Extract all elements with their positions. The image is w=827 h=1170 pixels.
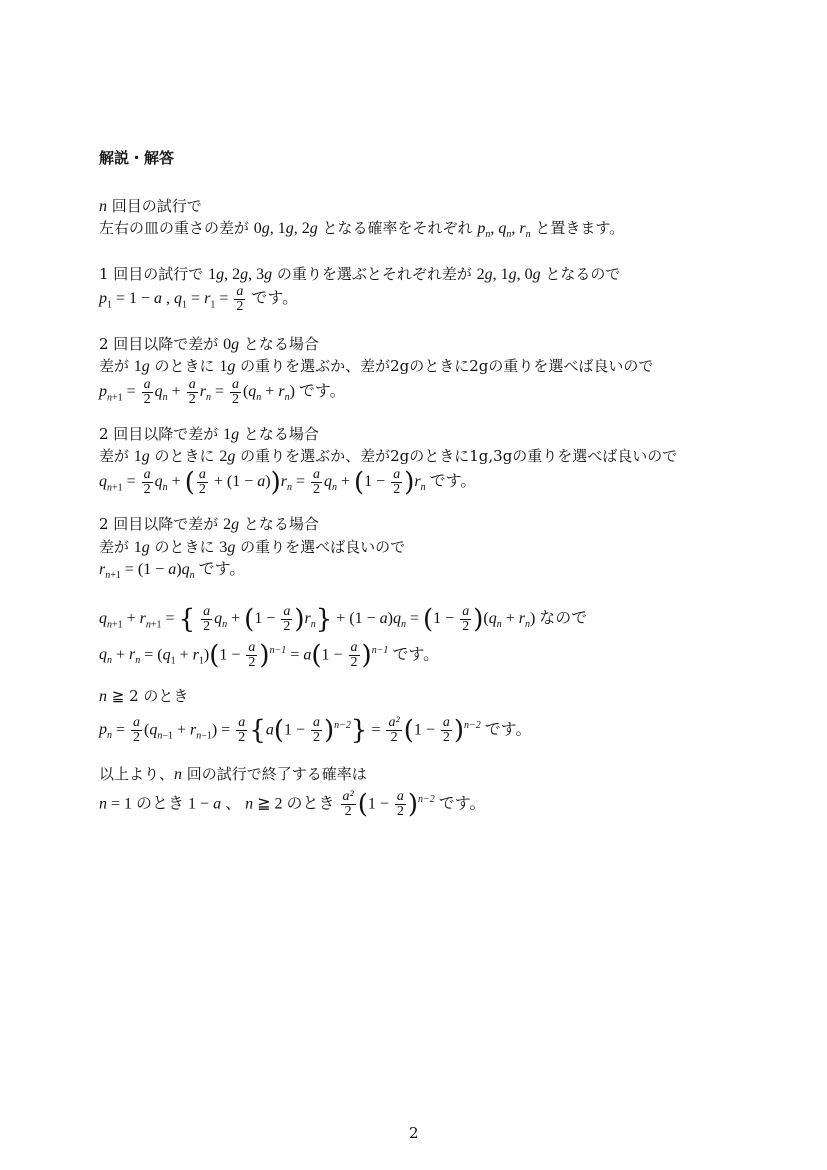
page-number: 2 (409, 1124, 419, 1142)
case1-desc: 差が 1g のときに 2g の重りを選ぶか、差が2gのときに1g,3gの重りを選べば良いので (99, 447, 678, 465)
first-trial-equation: $p_1 = 1 - a$ , $q_1 = r_1$ = $\frac{a}{2}$ です。 (99, 284, 299, 314)
case0-equation: $p_{n+1}$ = $\frac{a}{2}$ $q_n$ + $\frac{a}{2}$ $r_n$ = $\frac{a}{2}$ $(q_n + r_n)$ です。 (99, 377, 346, 407)
intro-line-2: 左右の皿の重さの差が 0g, 1g, 2g となる確率をそれぞれ $p_n$, $q_n$, $r_n$ と置きます。 (99, 219, 625, 241)
case1-header: 2 回目以降で差が 1g となる場合 (99, 425, 319, 443)
conclusion-line-2: n = 1 のとき 1 − a 、 n ≧ 2 のとき $\frac{\text{a²}}{2}$ (1 − $\frac{a}{2}$ )$^{n-2}$ です。 (99, 789, 486, 820)
pn-condition: n ≧ 2 のとき (99, 687, 189, 705)
case2-header: 2 回目以降で差が 2g となる場合 (99, 515, 319, 533)
sum-equation-2: $q_n + r_n = (q_1 + r_1)(1$ − $\frac{a}{2}$ )$^{n-1}$ = a(1 − $\frac{a}{2}$ )$^{n-1}$ です。 (99, 640, 440, 671)
sum-equation-1: $q_{n+1} + r_{n+1}$ = { $\frac{a}{2}$ $q_n + (1$ − $\frac{a}{2}$ )$r_n\} + (1 - a)q_n = (1$ − $\frac{a}{2}$ )$(q_n + r_n)$ なので (99, 604, 588, 635)
case2-equation: $r_{n+1} = (1 - a)q_n$ です。 (99, 561, 246, 582)
case0-desc: 差が 1g のときに 1g の重りを選ぶか、差が2gのときに2gの重りを選べば良いので (99, 357, 654, 375)
fraction: $\frac{a}{2}$ (236, 284, 244, 314)
intro-text: 回目の試行で (111, 197, 202, 215)
first-trial-line: 1 回目の試行で 1g, 2g, 3g の重りを選ぶとそれぞれ差が 2g, 1g, 0g となるので (99, 265, 621, 283)
conclusion-line-1: 以上より、n 回の試行で終了する確率は (99, 765, 367, 783)
pn-equation: $p_n$ = $\frac{a}{2}$ $(q_{n-1} + r_{n-1})$ = $\frac{a}{2}$ {a(1 − $\frac{a}{2}$ )$^{n-2}$} = $\frac{\text{a²}}{2}$ (1 − $\frac{a}{2}$ )$^{n-2}$ です。 (99, 715, 532, 746)
case0-header: 2 回目以降で差が 0g となる場合 (99, 335, 319, 353)
case1-equation: $q_{n+1}$ = $\frac{a}{2}$ $q_n$ + ( $\frac{a}{2}$ + $(1 - a))r_n$ = $\frac{a}{2}$ $q_n + (1$ − $\frac{a}{2}$ )$r_n$ です。 (99, 467, 477, 498)
case2-desc: 差が 1g のときに 3g の重りを選べば良いので (99, 538, 406, 556)
intro-line-1: n 回目の試行で (99, 197, 202, 215)
page-heading: 解説・解答 (99, 149, 175, 167)
